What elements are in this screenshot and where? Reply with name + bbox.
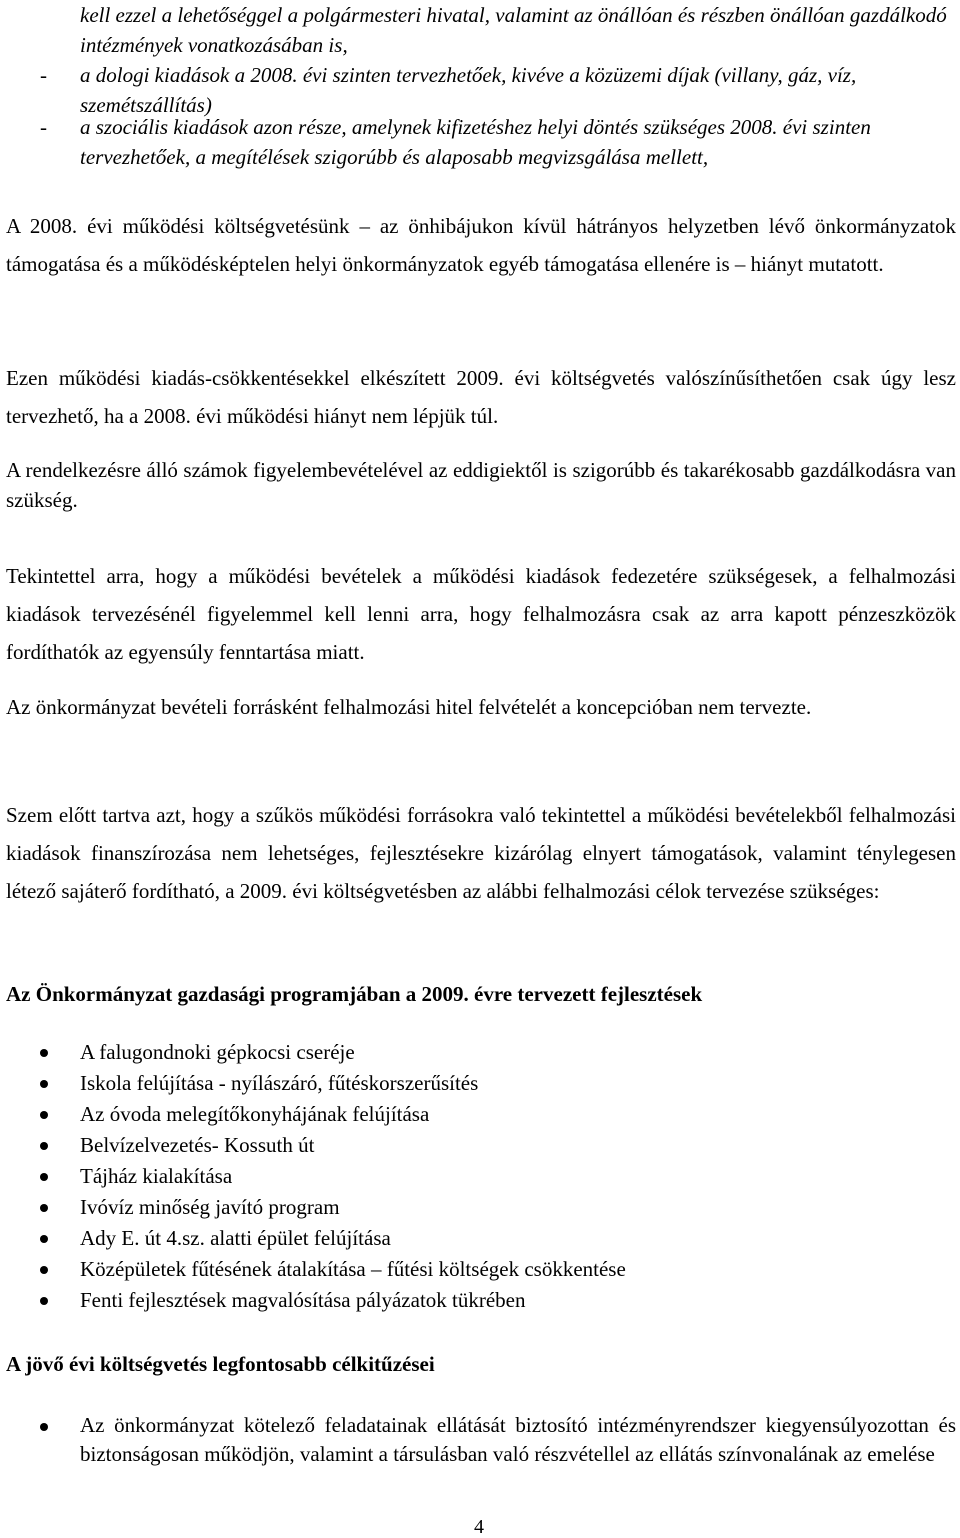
intro-italic-text: kell ezzel a lehetőséggel a polgármesteri hivatal, valamint az önállóan és részben önállóan gazdálkodó intézmények vonatkozásában is, — [80, 3, 947, 57]
dash-marker: - — [40, 63, 47, 87]
list-item — [6, 1254, 956, 1285]
list-item — [6, 1130, 956, 1161]
paragraph-budget-2009: Ezen működési kiadás-csökkentésekkel elkészített 2009. évi költségvetés valószínűsíthetően csak úgy lesz tervezhető, ha a 2008. évi működési hiányt nem lépjük túl. — [6, 366, 956, 428]
bullet-icon — [40, 1297, 48, 1305]
list-item-text: Iskola felújítása - nyílászáró, fűtéskorszerűsítés — [80, 1071, 479, 1095]
list-item — [6, 1037, 956, 1068]
bullet-icon — [40, 1204, 48, 1212]
dash-item — [6, 112, 956, 202]
list-item-text: Középületek fűtésének átalakítása – fűtési költségek csökkentése — [80, 1257, 626, 1281]
list-item-text: Ady E. út 4.sz. alatti épület felújítása — [80, 1226, 391, 1250]
bullet-icon — [40, 1235, 48, 1243]
dash-marker: - — [40, 115, 47, 139]
paragraph-savings: A rendelkezésre álló számok figyelembevételével az eddigiektől is szigorúbb és takarékosabb gazdálkodásra van szükség. — [6, 458, 956, 512]
bullet-icon — [40, 1173, 48, 1181]
dash-item — [6, 60, 956, 120]
list-item-text: Belvízelvezetés- Kossuth út — [80, 1133, 315, 1157]
development-list — [6, 1037, 956, 1316]
list-item-text: Az önkormányzat kötelező feladatainak ellátását biztosító intézményrendszer kiegyensúlyozottan és biztonságosan működjön, valamint a társulásban való részvétellel az ellátás színvonalának az emelése — [80, 1413, 956, 1466]
list-item — [6, 1285, 956, 1316]
list-item — [6, 1161, 956, 1192]
list-item-text: Fenti fejlesztések magvalósítása pályázatok tükrében — [80, 1288, 526, 1312]
bullet-icon — [40, 1080, 48, 1088]
paragraph-loan: Az önkormányzat bevételi forrásként felhalmozási hitel felvételét a koncepcióban nem tervezte. — [6, 695, 812, 719]
list-item — [6, 1099, 956, 1130]
section-heading-goals: A jövő évi költségvetés legfontosabb célkitűzései — [6, 1352, 435, 1376]
bullet-icon — [40, 1111, 48, 1119]
list-item — [6, 1223, 956, 1254]
bullet-icon — [40, 1423, 48, 1431]
list-item-text: Ivóvíz minőség javító program — [80, 1195, 340, 1219]
list-item — [6, 1192, 956, 1223]
bullet-icon — [40, 1142, 48, 1150]
bullet-icon — [40, 1266, 48, 1274]
list-item-text: Az óvoda melegítőkonyhájának felújítása — [80, 1102, 430, 1126]
dash-item-text: a szociális kiadások azon része, amelynek kifizetéshez helyi döntés szükséges 2008. évi szinten tervezhetőek, a megítélések szigorúbb és alaposabb megvizsgálása mellett, — [80, 115, 871, 169]
list-item — [6, 1068, 956, 1099]
paragraph-deficit: A 2008. évi működési költségvetésünk – az önhibájukon kívül hátrányos helyzetben lévő önkormányzatok támogatása és a működésképtelen helyi önkormányzatok egyéb támogatása ellenére is – hiányt mutatott. — [6, 214, 956, 276]
list-item-text: Tájház kialakítása — [80, 1164, 233, 1188]
page-number: 4 — [474, 1516, 484, 1538]
bullet-icon — [40, 1049, 48, 1057]
section-heading-developments: Az Önkormányzat gazdasági programjában a 2009. évre tervezett fejlesztések — [6, 982, 703, 1006]
list-item-text: A falugondnoki gépkocsi cseréje — [80, 1040, 355, 1064]
paragraph-development-goals: Szem előtt tartva azt, hogy a szűkös működési forrásokra való tekintettel a működési bevételekből felhalmozási kiadások finanszírozása nem lehetséges, fejlesztésekre kizárólag elnyert támogatások, valamint ténylegesen létező sajáterő fordítható, a 2009. évi költségvetésben az alábbi felhalmozási célok tervezése szükséges: — [6, 803, 956, 903]
dash-item-text: a dologi kiadások a 2008. évi szinten tervezhetőek, kivéve a közüzemi díjak (villany, gáz, víz, szemétszállítás) — [80, 63, 857, 117]
paragraph-funding: Tekintettel arra, hogy a működési bevételek a működési kiadások fedezetére szükségesek, a felhalmozási kiadások tervezésénél figyelemmel kell lenni arra, hogy felhalmozásra csak az arra kapott pénzeszközök fordíthatók az egyensúly fenntartása miatt. — [6, 564, 956, 664]
